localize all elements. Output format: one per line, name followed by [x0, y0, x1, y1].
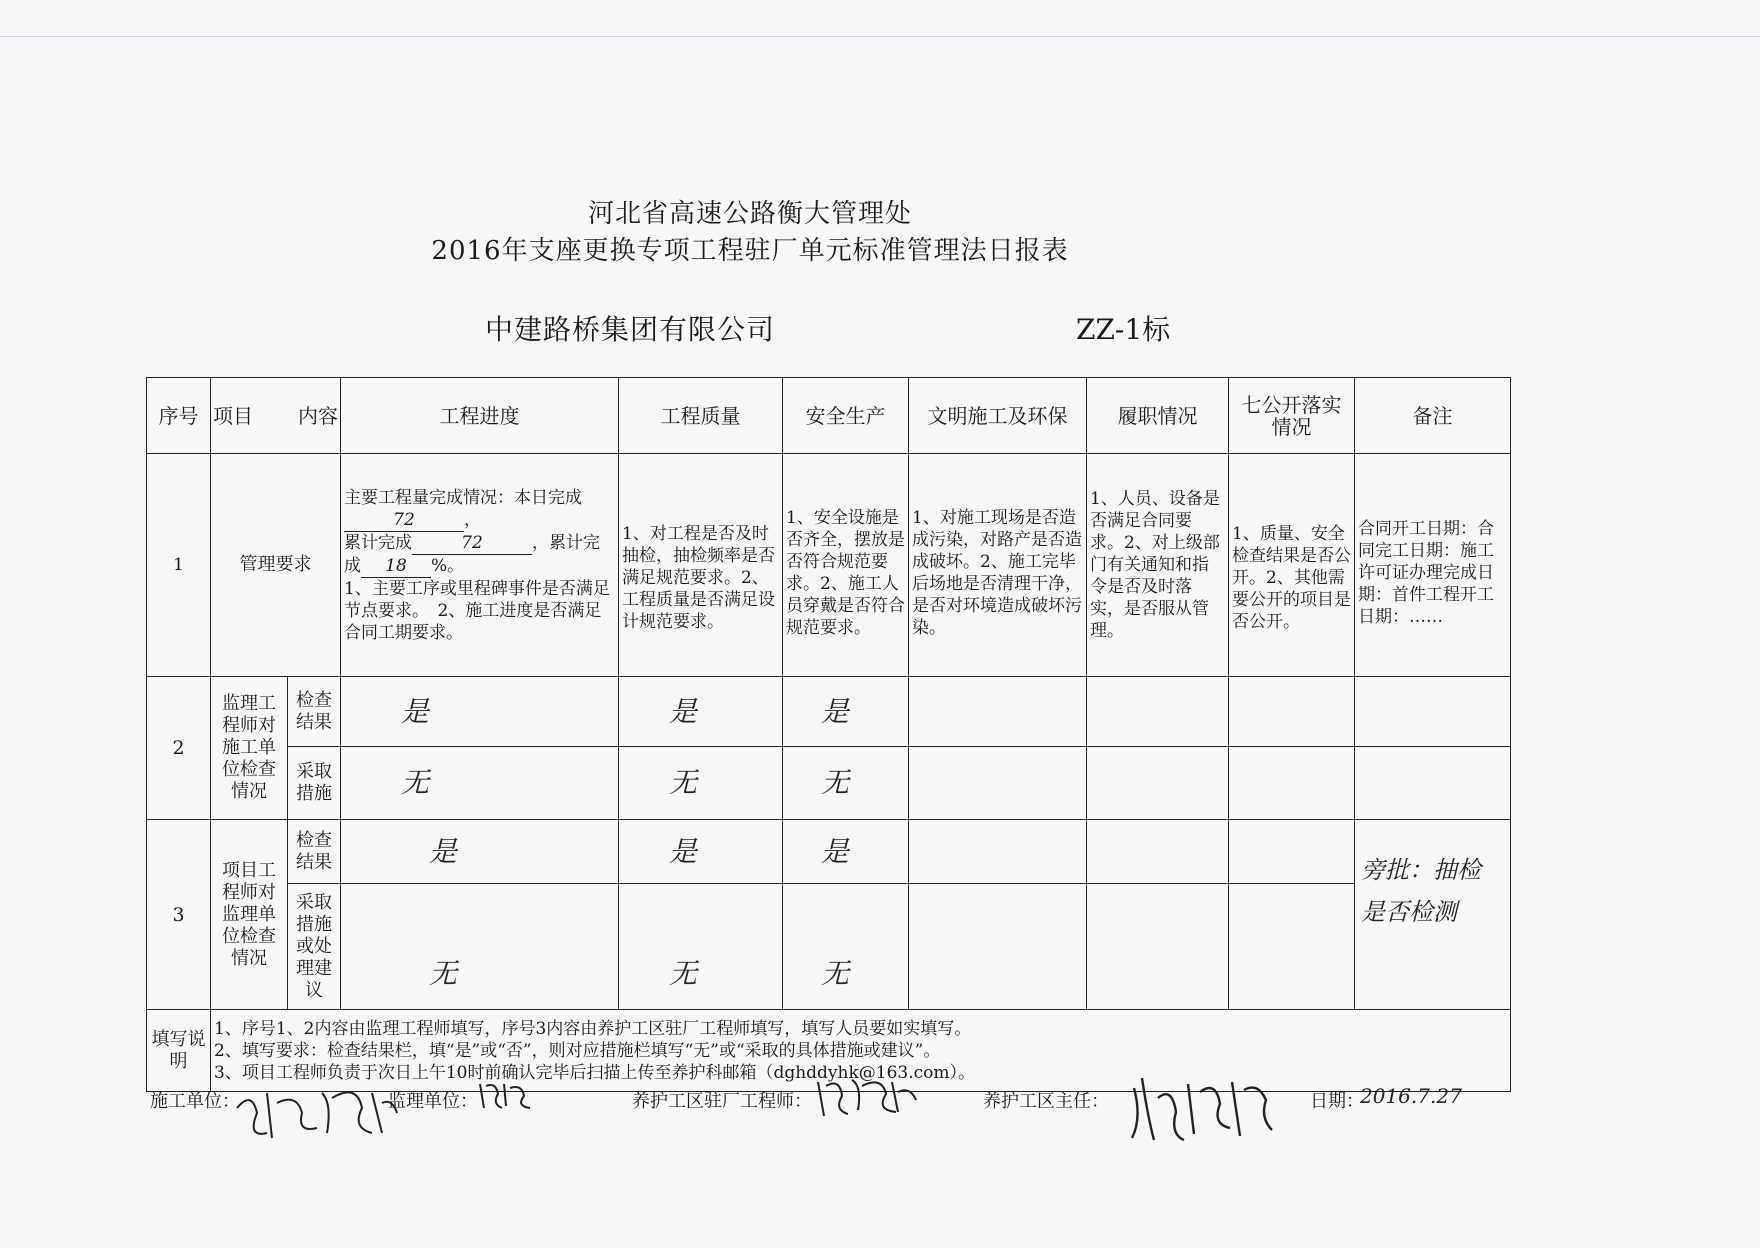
row3-remarks [1355, 820, 1511, 1010]
row3-progress-check: 是 [341, 820, 619, 884]
col-item: 项目 [213, 403, 253, 428]
col-progress: 工程进度 [341, 378, 619, 454]
row2-remarks-check [1355, 677, 1511, 747]
note-line-3: 3、项目工程师负责于次日上午10时前确认完毕后扫描上传至养护科邮箱（dghddyhk@163.com）。 [214, 1062, 976, 1083]
date-value: 2016.7.27 [1360, 1084, 1462, 1108]
row1-civil: 1、对施工现场是否造成污染，对路产是否造成破坏。2、施工完毕后场地是否清理干净，是否对环境造成破坏污染。 [909, 454, 1087, 677]
row2-check [147, 677, 1511, 747]
row2-civil-check [909, 677, 1087, 747]
row2-check-label: 检查结果 [288, 677, 341, 747]
note-line-1: 1、序号1、2内容由监理工程师填写，序号3内容由养护工区驻厂工程师填写，填写人员要如实填写。 [214, 1018, 972, 1039]
row1-label: 管理要求 [211, 454, 341, 677]
row2-progress-check: 是 [341, 677, 619, 747]
engineer-signature [812, 1072, 922, 1122]
row2-seven-check [1229, 677, 1355, 747]
row1-seq: 1 [147, 454, 211, 677]
row1-seven-public: 1、质量、安全检查结果是否公开。2、其他需要公开的项目是否公开。 [1229, 454, 1355, 677]
row3-duty-measure [1087, 884, 1229, 1010]
row3-quality-check: 是 [619, 820, 783, 884]
row2-quality-measure: 无 [619, 747, 783, 820]
row2-measure-label: 采取措施 [288, 747, 341, 820]
row3-check-label: 检查结果 [288, 820, 341, 884]
row2-label: 监理工程师对施工单位检查情况 [211, 677, 288, 820]
row3-quality-measure: 无 [619, 884, 783, 1010]
row3-progress-measure: 无 [341, 884, 619, 1010]
row2-duty-measure [1087, 747, 1229, 820]
row2-duty-check [1087, 677, 1229, 747]
col-quality: 工程质量 [619, 378, 783, 454]
col-seq: 序号 [147, 378, 211, 454]
row2-measure [147, 747, 1511, 820]
row2-quality-check: 是 [619, 677, 783, 747]
row2-remarks-measure [1355, 747, 1511, 820]
row2-safety-check: 是 [783, 677, 909, 747]
col-safety: 安全生产 [783, 378, 909, 454]
row2-progress-measure: 无 [341, 747, 619, 820]
total-percent: 18 [361, 555, 431, 578]
construction-unit-label: 施工单位： [150, 1091, 240, 1112]
col-civil: 文明施工及环保 [909, 378, 1087, 454]
row2-seven-measure [1229, 747, 1355, 820]
row2-seq: 2 [147, 677, 211, 820]
col-item-content [211, 378, 341, 454]
row3-measure [147, 884, 1511, 1010]
scan-top-edge [0, 36, 1760, 37]
row3-safety-measure: 无 [783, 884, 909, 1010]
document-subtitle: 2016年支座更换专项工程驻厂单元标准管理法日报表 [431, 236, 1069, 266]
row1-duty: 1、人员、设备是否满足合同要求。2、对上级部门有关通知和指令是否及时落实，是否服从管理。 [1087, 454, 1229, 677]
row1-progress: 主要工程量完成情况：本日完成72 ， 累计完成 72 ，累计完成 18 %。 1、主要工序或里程碑事件是否满足节点要求。 2、施工进度是否满足合同工期要求。 [341, 454, 619, 677]
col-seven-public: 七公开落实情况 [1229, 378, 1355, 454]
row3-seq: 3 [147, 820, 211, 1010]
col-duty: 履职情况 [1087, 378, 1229, 454]
notes-label: 填写说明 [147, 1010, 211, 1092]
daily-quantity: 72 [344, 509, 464, 532]
daily-report-table [146, 377, 1511, 1092]
row3-check [147, 820, 1511, 884]
row3-measure-label: 采取措施或处理建议 [288, 884, 341, 1010]
col-content: 内容 [298, 403, 338, 428]
row3-seven-check [1229, 820, 1355, 884]
director-label: 养护工区主任： [983, 1091, 1109, 1112]
row3-duty-check [1087, 820, 1229, 884]
section-code: ZZ-1标 [1076, 313, 1171, 346]
row1-safety: 1、安全设施是否齐全，摆放是否符合规范要求。2、施工人员穿戴是否符合规范要求。 [783, 454, 909, 677]
remark-handwritten-line2: 是否检测 [1361, 897, 1457, 926]
construction-signature [232, 1078, 402, 1148]
date-label: 日期： [1310, 1091, 1364, 1112]
note-line-2: 2、填写要求：检查结果栏，填“是”或“否”，则对应措施栏填写“无”或“采取的具体措施或建议”。 [214, 1040, 941, 1061]
document-title: 河北省高速公路衡大管理处 [587, 199, 912, 229]
row3-seven-measure [1229, 884, 1355, 1010]
row1-remarks: 合同开工日期：合同完工日期：施工许可证办理完成日期：首件工程开工日期：…… [1355, 454, 1511, 677]
row2-civil-measure [909, 747, 1087, 820]
engineer-label: 养护工区驻厂工程师： [632, 1091, 812, 1112]
col-remarks: 备注 [1355, 378, 1511, 454]
total-quantity: 72 [412, 532, 532, 555]
remark-handwritten-line1: 旁批：抽检 [1361, 855, 1481, 884]
row1-quality: 1、对工程是否及时抽检，抽检频率是否满足规范要求。2、工程质量是否满足设计规范要求。 [619, 454, 783, 677]
director-signature [1128, 1068, 1278, 1150]
row3-safety-check: 是 [783, 820, 909, 884]
company-name: 中建路桥集团有限公司 [485, 313, 776, 346]
header-row [147, 378, 1511, 454]
supervision-unit-label: 监理单位： [388, 1091, 478, 1112]
row3-civil-check [909, 820, 1087, 884]
row-management-requirements [147, 454, 1511, 677]
row3-civil-measure [909, 884, 1087, 1010]
supervision-signature [476, 1078, 536, 1114]
row2-safety-measure: 无 [783, 747, 909, 820]
row3-label: 项目工程师对监理单位检查情况 [211, 820, 288, 1010]
